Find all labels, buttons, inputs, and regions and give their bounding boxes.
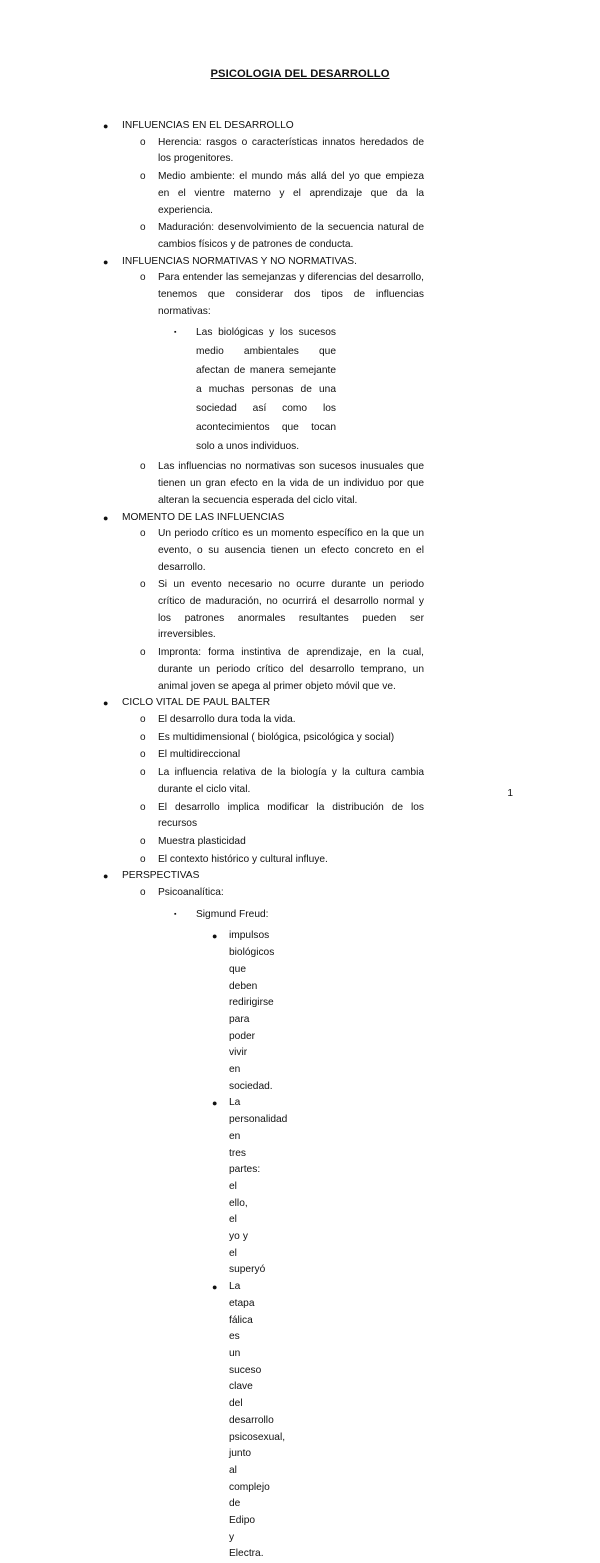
- list-item: [0, 747, 512, 764]
- section-ciclo-vital: [0, 695, 600, 868]
- bullet-icon: ●: [103, 121, 109, 131]
- item-text: Las biológicas y los sucesos medio ambientales que afectan de manera semejante a muchas personas de una sociedad así como los acontecimientos que tocan solo a unos individuos.: [196, 327, 336, 453]
- section-influencias-desarrollo: [0, 118, 600, 254]
- sub-list-item: [0, 907, 424, 1563]
- circle-bullet-icon: o: [140, 222, 146, 234]
- list-item: [0, 730, 512, 747]
- list-item: [0, 270, 512, 456]
- circle-bullet-icon: o: [140, 731, 146, 743]
- item-text: La influencia relativa de la biología y la cultura cambia durante el ciclo vital.: [158, 767, 424, 795]
- document-title: PSICOLOGIA DEL DESARROLLO: [210, 68, 390, 80]
- list-item: [0, 169, 512, 219]
- circle-bullet-icon: o: [140, 647, 146, 659]
- section-label: PERSPECTIVAS: [122, 870, 200, 882]
- item-text: Si un evento necesario no ocurre durante un periodo crítico de maduración, no ocurrirá el desarrollo normal y los patrones anormales resultantes pueden ser irreversibles.: [158, 579, 424, 641]
- circle-bullet-icon: o: [140, 887, 146, 899]
- list-item: [0, 800, 512, 833]
- section-momento-influencias: [0, 510, 600, 696]
- item-text: La etapa fálica es un suceso clave del desarrollo psicosexual, junto al complejo de Edipo y Electra.: [229, 1281, 286, 1560]
- circle-bullet-icon: o: [140, 171, 146, 183]
- item-text: Psicoanalítica:: [158, 887, 224, 899]
- bullet-icon: ●: [212, 1282, 218, 1293]
- square-bullet-icon: ▪: [174, 910, 177, 918]
- list-item: [0, 645, 512, 695]
- item-text: Sigmund Freud:: [196, 908, 269, 920]
- section-influencias-normativas: [0, 254, 600, 510]
- bullet-icon: ●: [212, 931, 218, 942]
- list-item: [0, 852, 512, 869]
- section-label: MOMENTO DE LAS INFLUENCIAS: [122, 511, 285, 523]
- circle-bullet-icon: o: [140, 272, 146, 284]
- item-text: Es multidimensional ( biológica, psicológica y social): [158, 731, 395, 743]
- list-item: [0, 577, 512, 644]
- item-text: Muestra plasticidad: [158, 835, 246, 847]
- item-text: El desarrollo dura toda la vida.: [158, 713, 296, 725]
- list-item: [0, 220, 512, 253]
- circle-bullet-icon: o: [140, 461, 146, 473]
- circle-bullet-icon: o: [140, 579, 146, 591]
- circle-bullet-icon: o: [140, 749, 146, 761]
- square-bullet-icon: ▪: [174, 329, 177, 337]
- item-text: El desarrollo implica modificar la distribución de los recursos: [158, 801, 424, 830]
- circle-bullet-icon: o: [140, 853, 146, 865]
- sub-sub-list-item: [0, 1279, 336, 1563]
- sub-sub-list-item: [0, 928, 336, 1095]
- item-text: Las influencias no normativas son sucesos inusuales que tienen un gran efecto en la vida de un individuo por que alteran la secuencia esperada del ciclo vital.: [158, 461, 424, 506]
- bullet-icon: ●: [103, 871, 109, 882]
- item-text: Medio ambiente: el mundo más allá del yo que empieza en el vientre materno y el aprendizaje que da la experiencia.: [158, 171, 424, 216]
- section-perspectivas: [0, 868, 600, 1563]
- circle-bullet-icon: o: [140, 713, 146, 725]
- bullet-icon: ●: [103, 256, 109, 267]
- list-item: [0, 834, 512, 851]
- item-text: El contexto histórico y cultural influye.: [158, 853, 328, 865]
- item-text: La personalidad en tres partes: el ello, el yo y el superyó: [229, 1097, 288, 1276]
- section-label: INFLUENCIAS EN EL DESARROLLO: [122, 120, 294, 131]
- circle-bullet-icon: o: [140, 528, 146, 540]
- list-item: [0, 526, 512, 576]
- bullet-icon: ●: [103, 512, 109, 523]
- page-number: 1: [507, 788, 513, 799]
- bullet-icon: ●: [103, 698, 109, 709]
- document-body: [0, 118, 600, 1563]
- item-text: El multidireccional: [158, 749, 241, 761]
- list-item: [0, 765, 512, 798]
- circle-bullet-icon: o: [140, 801, 146, 813]
- list-item: [0, 712, 512, 729]
- item-text: Impronta: forma instintiva de aprendizaje, en la cual, durante un periodo crítico del desarrollo temprano, un animal joven se apega al primer objeto móvil que ve.: [158, 647, 424, 692]
- item-text: impulsos biológicos que deben redirigirse para poder vivir en sociedad.: [229, 930, 275, 1092]
- sub-sub-list-item: [0, 1095, 336, 1279]
- circle-bullet-icon: o: [140, 767, 146, 779]
- bullet-icon: ●: [212, 1098, 218, 1109]
- list-item: [0, 135, 512, 168]
- item-text: Maduración: desenvolvimiento de la secuencia natural de cambios físicos y de patrones de conducta.: [158, 222, 424, 250]
- item-text: Herencia: rasgos o características innatos heredados de los progenitores.: [158, 136, 424, 165]
- item-text: Para entender las semejanzas y diferencias del desarrollo, tenemos que considerar dos tipos de influencias normativas:: [158, 272, 424, 317]
- section-label: CICLO VITAL DE PAUL BALTER: [122, 697, 271, 709]
- list-item: [0, 885, 512, 1563]
- outline-list: [0, 118, 600, 1563]
- item-text: Un periodo crítico es un momento específico en la que un evento, o su ausencia tienen un efecto concreto en el desarrollo.: [158, 528, 424, 573]
- circle-bullet-icon: o: [140, 835, 146, 847]
- section-label: INFLUENCIAS NORMATIVAS Y NO NORMATIVAS.: [122, 255, 357, 267]
- list-item: [0, 459, 512, 509]
- circle-bullet-icon: o: [140, 136, 146, 148]
- sub-list-item: [0, 323, 424, 456]
